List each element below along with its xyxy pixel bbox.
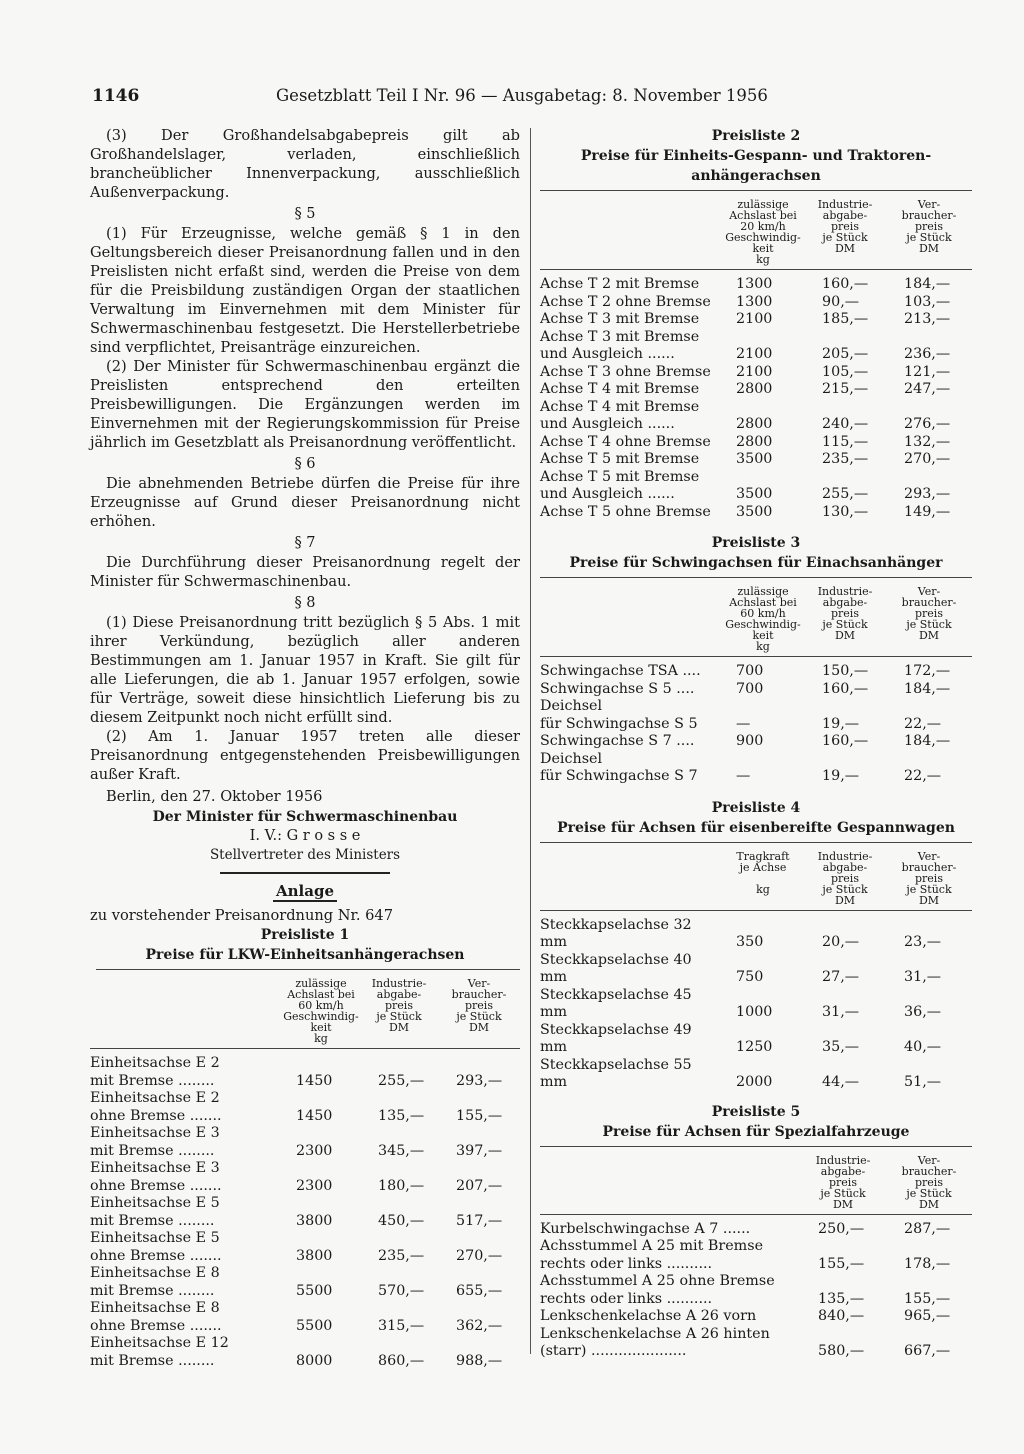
- consumer-price-cell: 655,—: [456, 1282, 503, 1299]
- header-industry-price: Industrie- abgabe- preis je Stück DM: [371, 977, 427, 1034]
- industry-price-cell: 235,—: [822, 451, 869, 467]
- article-name-cell: Steckkapselachse 49 mm: [540, 1021, 692, 1055]
- table-row: [540, 1238, 972, 1273]
- preisliste-1-title: Preisliste 1: [260, 927, 350, 943]
- article-name-cell: Steckkapselachse 45 mm: [540, 986, 692, 1020]
- table-row: [90, 1055, 520, 1090]
- article-name-cell: Einheitsachse E 2 ohne Bremse .......: [90, 1090, 222, 1124]
- header-consumer-price: Ver- braucher- preis je Stück DM: [451, 977, 507, 1034]
- consumer-price-cell: 236,—: [904, 346, 951, 362]
- axle-load-cell: 2100: [736, 363, 773, 380]
- table-row: [540, 987, 972, 1022]
- axle-load-cell: 700: [736, 680, 764, 697]
- axle-load-cell: —: [736, 715, 751, 732]
- section-6-heading: § 6: [294, 456, 316, 472]
- table-header: [540, 582, 972, 657]
- consumer-price-cell: 36,—: [904, 1004, 942, 1020]
- article-name-cell: Schwingachse S 5 ....: [540, 680, 695, 697]
- table-rule: [96, 969, 520, 970]
- axle-load-cell: 2300: [296, 1142, 333, 1159]
- table-row: [540, 1221, 972, 1239]
- industry-price-cell: 105,—: [822, 363, 869, 380]
- industry-price-cell: 20,—: [822, 934, 860, 950]
- industry-price-cell: 180,—: [378, 1177, 425, 1194]
- table-row: [540, 469, 972, 504]
- page-number: 1146: [92, 86, 140, 106]
- consumer-price-cell: 155,—: [904, 1290, 951, 1307]
- industry-price-cell: 35,—: [822, 1039, 860, 1055]
- column-divider: [530, 128, 531, 1354]
- article-name-cell: Einheitsachse E 8 ohne Bremse .......: [90, 1300, 222, 1334]
- article-name-cell: Einheitsachse E 3 mit Bremse ........: [90, 1125, 220, 1159]
- preisliste-2-subtitle: Preise für Einheits-Gespann- und Traktoren- anhängerachsen: [580, 148, 932, 184]
- consumer-price-cell: 31,—: [904, 969, 942, 985]
- article-name-cell: Achse T 4 ohne Bremse: [540, 433, 711, 450]
- consumer-price-cell: 276,—: [904, 416, 951, 432]
- industry-price-cell: 345,—: [378, 1142, 425, 1159]
- article-name-cell: Einheitsachse E 5 ohne Bremse .......: [90, 1230, 222, 1264]
- table-row: [540, 381, 972, 399]
- header-consumer-price: Ver- braucher- preis je Stück DM: [901, 585, 957, 642]
- table-row: [540, 698, 972, 733]
- axle-load-cell: 1250: [736, 1039, 773, 1055]
- article-name-cell: Schwingachse S 7 ....: [540, 733, 695, 749]
- table-header: [540, 847, 972, 911]
- paragraph-5-2: (2) Der Minister für Schwermaschinenbau ergänzt die Preislisten entsprechend den erteilten Preisbewilligungen. Die Ergänzungen werden im Einvernehmen mit der Regierungskommission für Preise jährlich im Gesetzblatt als Preisanordnung veröffentlicht.: [90, 358, 520, 451]
- industry-price-cell: 315,—: [378, 1317, 425, 1334]
- article-name-cell: Kurbelschwingachse A 7 ......: [540, 1220, 751, 1237]
- article-name-cell: Steckkapselachse 40 mm: [540, 951, 692, 985]
- article-name-cell: Achse T 3 mit Bremse: [540, 311, 700, 327]
- industry-price-cell: 31,—: [822, 1004, 860, 1020]
- industry-price-cell: 160,—: [822, 680, 869, 697]
- table-row: [90, 1265, 520, 1300]
- consumer-price-cell: 293,—: [904, 486, 951, 502]
- consumer-price-cell: 132,—: [904, 433, 951, 450]
- axle-load-cell: 2100: [736, 311, 773, 327]
- axle-load-cell: 750: [736, 969, 764, 985]
- table-row: [540, 663, 972, 681]
- axle-load-cell: 2800: [736, 433, 773, 450]
- axle-load-cell: 1450: [296, 1107, 333, 1124]
- consumer-price-cell: 287,—: [904, 1220, 951, 1237]
- consumer-price-cell: 247,—: [904, 381, 951, 397]
- table-row: [540, 399, 972, 434]
- axle-load-cell: 900: [736, 733, 764, 749]
- industry-price-cell: 185,—: [822, 311, 869, 327]
- consumer-price-cell: 988,—: [456, 1352, 503, 1369]
- consumer-price-cell: 270,—: [456, 1247, 503, 1264]
- industry-price-cell: 160,—: [822, 276, 869, 292]
- section-8-heading: § 8: [294, 595, 316, 611]
- header-industry-price: Industrie- abgabe- preis je Stück DM: [817, 585, 873, 642]
- table-rule: [540, 190, 972, 191]
- industry-price-cell: 860,—: [378, 1352, 425, 1369]
- table-row: [90, 1230, 520, 1265]
- industry-price-cell: 160,—: [822, 733, 869, 749]
- preisliste-5-subtitle: Preise für Achsen für Spezialfahrzeuge: [602, 1123, 910, 1140]
- axle-load-cell: 8000: [296, 1352, 333, 1369]
- axle-load-cell: 2300: [296, 1177, 333, 1194]
- consumer-price-cell: 40,—: [904, 1039, 942, 1055]
- table-row: [540, 294, 972, 312]
- article-name-cell: Achse T 3 ohne Bremse: [540, 363, 711, 380]
- consumer-price-cell: 23,—: [904, 934, 942, 950]
- axle-load-cell: 1000: [736, 1004, 773, 1020]
- consumer-price-cell: 213,—: [904, 311, 951, 327]
- table-row: [540, 681, 972, 699]
- consumer-price-cell: 207,—: [456, 1177, 503, 1194]
- table-row: [90, 1160, 520, 1195]
- preisliste-1-subtitle: Preise für LKW-Einheitsanhängerachsen: [145, 947, 465, 963]
- right-column: [540, 126, 972, 1361]
- table-row: [540, 434, 972, 452]
- table-row: [540, 751, 972, 786]
- table-row: [540, 1326, 972, 1361]
- axle-load-cell: 2800: [736, 381, 773, 397]
- article-name-cell: Achse T 2 ohne Bremse: [540, 293, 711, 310]
- industry-price-cell: 205,—: [822, 346, 869, 362]
- preisliste-3-subtitle: Preise für Schwingachsen für Einachsanhänger: [569, 555, 943, 571]
- signing-date: Berlin, den 27. Oktober 1956: [106, 788, 323, 805]
- article-name-cell: Achse T 5 mit Bremse und Ausgleich ......: [540, 468, 700, 502]
- axle-load-cell: 2800: [736, 416, 773, 432]
- header-load-capacity: Tragkraft je Achse kg: [736, 849, 790, 896]
- article-name-cell: Lenkschenkelachse A 26 vorn: [540, 1308, 757, 1324]
- axle-load-cell: 3800: [296, 1247, 333, 1264]
- axle-load-cell: 700: [736, 663, 764, 679]
- axle-load-cell: 3500: [736, 486, 773, 502]
- industry-price-cell: 255,—: [378, 1072, 425, 1089]
- header-industry-price: Industrie- abgabe- preis je Stück DM: [817, 198, 873, 255]
- article-name-cell: Einheitsachse E 8 mit Bremse ........: [90, 1265, 220, 1299]
- header-industry-price: Industrie- abgabe- preis je Stück DM: [815, 1153, 871, 1211]
- anlage-heading: Anlage: [273, 882, 337, 902]
- consumer-price-cell: 22,—: [904, 715, 942, 732]
- consumer-price-cell: 965,—: [904, 1308, 951, 1324]
- signatory-role: Stellvertreter des Ministers: [209, 847, 401, 863]
- table-row: [90, 1195, 520, 1230]
- article-name-cell: Achsstummel A 25 ohne Bremse rechts oder links ..........: [540, 1273, 775, 1307]
- header-consumer-price: Ver- braucher- preis je Stück DM: [901, 198, 957, 255]
- header-axle-load: zulässige Achslast bei 20 km/h Geschwindig- keit kg: [725, 198, 801, 266]
- axle-load-cell: 2000: [736, 1074, 773, 1090]
- table-row: [540, 1022, 972, 1057]
- table-row: [540, 329, 972, 364]
- axle-load-cell: 3800: [296, 1212, 333, 1229]
- article-name-cell: Einheitsachse E 2 mit Bremse ........: [90, 1055, 220, 1089]
- consumer-price-cell: 184,—: [904, 680, 951, 697]
- consumer-price-cell: 184,—: [904, 733, 951, 749]
- table-row: [540, 1308, 972, 1326]
- consumer-price-cell: 270,—: [904, 451, 951, 467]
- table-row: [90, 1125, 520, 1160]
- preisliste-4-title: Preisliste 4: [711, 799, 801, 816]
- article-name-cell: Steckkapselachse 32 mm: [540, 916, 692, 950]
- axle-load-cell: 1300: [736, 276, 773, 292]
- article-name-cell: Achse T 5 mit Bremse: [540, 451, 700, 467]
- preisliste-1-table: [90, 1055, 520, 1370]
- industry-price-cell: 450,—: [378, 1212, 425, 1229]
- axle-load-cell: 1300: [736, 293, 773, 310]
- consumer-price-cell: 178,—: [904, 1255, 951, 1272]
- consumer-price-cell: 172,—: [904, 663, 951, 679]
- industry-price-cell: 19,—: [822, 715, 860, 732]
- article-name-cell: Schwingachse TSA ....: [540, 663, 701, 679]
- header-consumer-price: Ver- braucher- preis je Stück DM: [901, 1153, 957, 1211]
- article-name-cell: Achse T 2 mit Bremse: [540, 276, 700, 292]
- consumer-price-cell: 103,—: [904, 293, 951, 310]
- page-header-title: Gesetzblatt Teil I Nr. 96 — Ausgabetag: 8. November 1956: [276, 86, 768, 105]
- header-axle-load: zulässige Achslast bei 60 km/h Geschwindig- keit kg: [725, 585, 801, 653]
- table-row: [90, 1300, 520, 1335]
- header-industry-price: Industrie- abgabe- preis je Stück DM: [817, 849, 873, 907]
- industry-price-cell: 840,—: [818, 1308, 865, 1324]
- axle-load-cell: 2100: [736, 346, 773, 362]
- axle-load-cell: —: [736, 768, 751, 784]
- article-name-cell: Achse T 4 mit Bremse: [540, 381, 700, 397]
- consumer-price-cell: 22,—: [904, 768, 942, 784]
- anlage-subtitle: zu vorstehender Preisanordnung Nr. 647: [90, 907, 393, 924]
- preisliste-2-title: Preisliste 2: [711, 128, 801, 144]
- article-name-cell: Lenkschenkelachse A 26 hinten (starr) .....................: [540, 1325, 770, 1359]
- industry-price-cell: 115,—: [822, 433, 869, 450]
- industry-price-cell: 580,—: [818, 1343, 865, 1359]
- industry-price-cell: 150,—: [822, 663, 869, 679]
- industry-price-cell: 155,—: [818, 1255, 865, 1272]
- header-axle-load: zulässige Achslast bei 60 km/h Geschwindig- keit kg: [283, 977, 359, 1045]
- industry-price-cell: 235,—: [378, 1247, 425, 1264]
- industry-price-cell: 19,—: [822, 768, 860, 784]
- paragraph-5-1: (1) Für Erzeugnisse, welche gemäß § 1 in den Geltungsbereich dieser Preisanordnung fallen und in den Preislisten nicht erfaßt sind, werden die Preise von dem für die Preisbildung zuständigen Organ der staatlichen Verwaltung im Einvernehmen mit dem Minister für Schwermaschinenbau festgesetzt. Die Herstellerbetriebe sind verpflichtet, Preisanträge einzureichen.: [90, 225, 520, 356]
- signatory-title: Der Minister für Schwermaschinenbau: [152, 809, 458, 825]
- consumer-price-cell: 155,—: [456, 1107, 503, 1124]
- table-row: [540, 276, 972, 294]
- axle-load-cell: 5500: [296, 1317, 333, 1334]
- table-header: [540, 195, 972, 270]
- industry-price-cell: 135,—: [818, 1290, 865, 1307]
- preisliste-4-table: [540, 917, 972, 1092]
- paragraph-8-1: (1) Diese Preisanordnung tritt bezüglich § 5 Abs. 1 mit ihrer Verkündung, bezüglich aller anderen Bestimmungen am 1. Januar 1957 in Kraft. Sie gilt für alle Lieferungen, die ab 1. Januar 1957 erfolgen, sowie für Verträge, soweit diese hinsichtlich Lieferung bis zu diesem Zeitpunkt noch nicht erfüllt sind.: [90, 614, 520, 726]
- table-row: [540, 733, 972, 751]
- industry-price-cell: 44,—: [822, 1074, 860, 1090]
- axle-load-cell: 3500: [736, 451, 773, 467]
- preisliste-3-title: Preisliste 3: [711, 535, 801, 551]
- industry-price-cell: 135,—: [378, 1107, 425, 1124]
- article-name-cell: Steckkapselachse 55 mm: [540, 1056, 692, 1090]
- preisliste-2-table: [540, 276, 972, 521]
- axle-load-cell: 5500: [296, 1282, 333, 1299]
- section-7-heading: § 7: [294, 535, 316, 551]
- paragraph-4-3: (3) Der Großhandelsabgabepreis gilt ab Großhandelslager, verladen, einschließlich brancheüblicher Innenverpackung, ausschließlich Außenverpackung.: [90, 127, 520, 201]
- consumer-price-cell: 362,—: [456, 1317, 503, 1334]
- consumer-price-cell: 293,—: [456, 1072, 503, 1089]
- article-name-cell: Einheitsachse E 5 mit Bremse ........: [90, 1195, 220, 1229]
- paragraph-7: Die Durchführung dieser Preisanordnung regelt der Minister für Schwermaschinenbau.: [90, 554, 520, 590]
- consumer-price-cell: 121,—: [904, 363, 951, 380]
- axle-load-cell: 350: [736, 934, 764, 950]
- consumer-price-cell: 51,—: [904, 1074, 942, 1090]
- table-rule: [540, 577, 972, 578]
- industry-price-cell: 250,—: [818, 1220, 865, 1237]
- consumer-price-cell: 667,—: [904, 1343, 951, 1359]
- article-name-cell: Achse T 3 mit Bremse und Ausgleich ......: [540, 328, 700, 362]
- article-name-cell: Achsstummel A 25 mit Bremse rechts oder links ..........: [540, 1238, 764, 1272]
- article-name-cell: Deichsel für Schwingachse S 7: [540, 750, 698, 784]
- consumer-price-cell: 397,—: [456, 1142, 503, 1159]
- table-rule: [540, 1146, 972, 1147]
- article-name-cell: Achse T 5 ohne Bremse: [540, 503, 711, 520]
- preisliste-4-subtitle: Preise für Achsen für eisenbereifte Gespannwagen: [557, 819, 955, 836]
- signature-rule: [220, 872, 390, 874]
- table-row: [540, 1273, 972, 1308]
- paragraph-8-2: (2) Am 1. Januar 1957 treten alle dieser Preisanordnung entgegenstehenden Preisbewilligungen außer Kraft.: [90, 728, 520, 783]
- industry-price-cell: 570,—: [378, 1282, 425, 1299]
- table-header: [540, 1151, 972, 1215]
- industry-price-cell: 240,—: [822, 416, 869, 432]
- axle-load-cell: 3500: [736, 503, 773, 520]
- industry-price-cell: 90,—: [822, 293, 860, 310]
- signatory-name: I. V.: G r o s s e: [249, 828, 361, 844]
- article-name-cell: Deichsel für Schwingachse S 5: [540, 698, 698, 732]
- axle-load-cell: 1450: [296, 1072, 333, 1089]
- industry-price-cell: 130,—: [822, 503, 869, 520]
- table-row: [540, 952, 972, 987]
- table-row: [540, 504, 972, 522]
- preisliste-5-title: Preisliste 5: [711, 1103, 801, 1120]
- table-rule: [540, 842, 972, 843]
- table-row: [540, 451, 972, 469]
- preisliste-3-table: [540, 663, 972, 786]
- table-header: [90, 974, 520, 1049]
- consumer-price-cell: 149,—: [904, 503, 951, 520]
- preisliste-5-table: [540, 1221, 972, 1361]
- left-column: [90, 126, 520, 1370]
- table-row: [540, 1057, 972, 1092]
- table-row: [90, 1090, 520, 1125]
- table-row: [90, 1335, 520, 1370]
- paragraph-6: Die abnehmenden Betriebe dürfen die Preise für ihre Erzeugnisse auf Grund dieser Preisanordnung nicht erhöhen.: [90, 475, 520, 530]
- article-name-cell: Achse T 4 mit Bremse und Ausgleich ......: [540, 398, 700, 432]
- header-consumer-price: Ver- braucher- preis je Stück DM: [901, 849, 957, 907]
- article-name-cell: Einheitsachse E 3 ohne Bremse .......: [90, 1160, 222, 1194]
- article-name-cell: Einheitsachse E 12 mit Bremse ........: [90, 1335, 229, 1369]
- table-row: [540, 311, 972, 329]
- section-5-heading: § 5: [294, 206, 316, 222]
- industry-price-cell: 27,—: [822, 969, 860, 985]
- table-row: [540, 917, 972, 952]
- table-row: [540, 364, 972, 382]
- industry-price-cell: 255,—: [822, 486, 869, 502]
- consumer-price-cell: 517,—: [456, 1212, 503, 1229]
- industry-price-cell: 215,—: [822, 381, 869, 397]
- consumer-price-cell: 184,—: [904, 276, 951, 292]
